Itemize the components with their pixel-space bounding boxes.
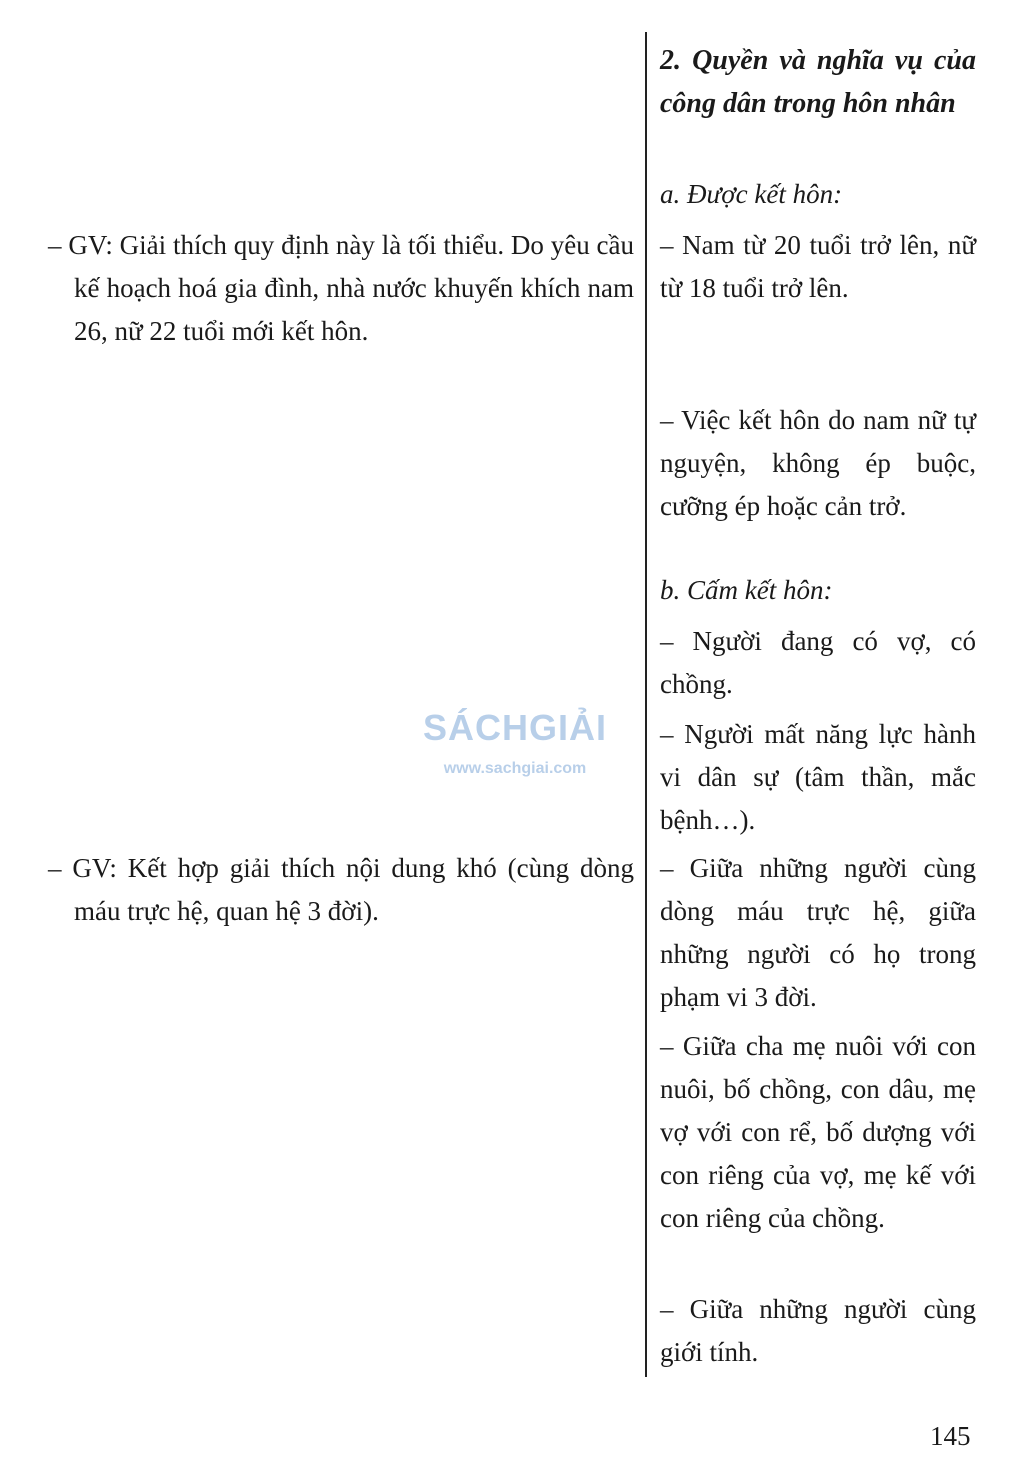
column-divider <box>645 32 647 1377</box>
item-already-married: – Người đang có vợ, có chồng. <box>660 626 976 699</box>
teacher-note-difficult-content: – GV: Kết hợp giải thích nội dung khó (cùng dòng máu trực hệ, quan hệ 3 đời). <box>48 853 634 926</box>
item-age-requirement: – Nam từ 20 tuổi trở lên, nữ từ 18 tuổi trở lên. <box>660 230 976 303</box>
item-voluntary-marriage: – Việc kết hôn do nam nữ tự nguyện, không ép buộc, cưỡng ép hoặc cản trở. <box>660 405 976 521</box>
watermark-url: www.sachgiai.com <box>443 760 587 777</box>
watermark-logo: SÁCHGIẢI <box>422 707 607 748</box>
subheading-allowed-marriage: a. Được kết hôn: <box>660 179 843 209</box>
subheading-prohibited-marriage: b. Cấm kết hôn: <box>660 575 833 605</box>
item-incapacity: – Người mất năng lực hành vi dân sự (tâm thần, mắc bệnh…). <box>660 719 976 835</box>
item-same-gender: – Giữa những người cùng giới tính. <box>660 1294 976 1367</box>
item-family-relation: – Giữa cha mẹ nuôi với con nuôi, bố chồng, con dâu, mẹ vợ với con rể, bố dượng với con riêng của vợ, mẹ kế với con riêng của chồng. <box>660 1031 976 1233</box>
watermark <box>410 700 620 800</box>
page-number: 145 <box>930 1421 971 1451</box>
section-heading: 2. Quyền và nghĩa vụ của công dân trong hôn nhân <box>660 45 976 119</box>
item-blood-relation: – Giữa những người cùng dòng máu trực hệ, giữa những người có họ trong phạm vi 3 đời. <box>660 853 976 1012</box>
teacher-note-age-rule: – GV: Giải thích quy định này là tối thiểu. Do yêu cầu kế hoạch hoá gia đình, nhà nước khuyến khích nam 26, nữ 22 tuổi mới kết hôn. <box>48 230 634 346</box>
